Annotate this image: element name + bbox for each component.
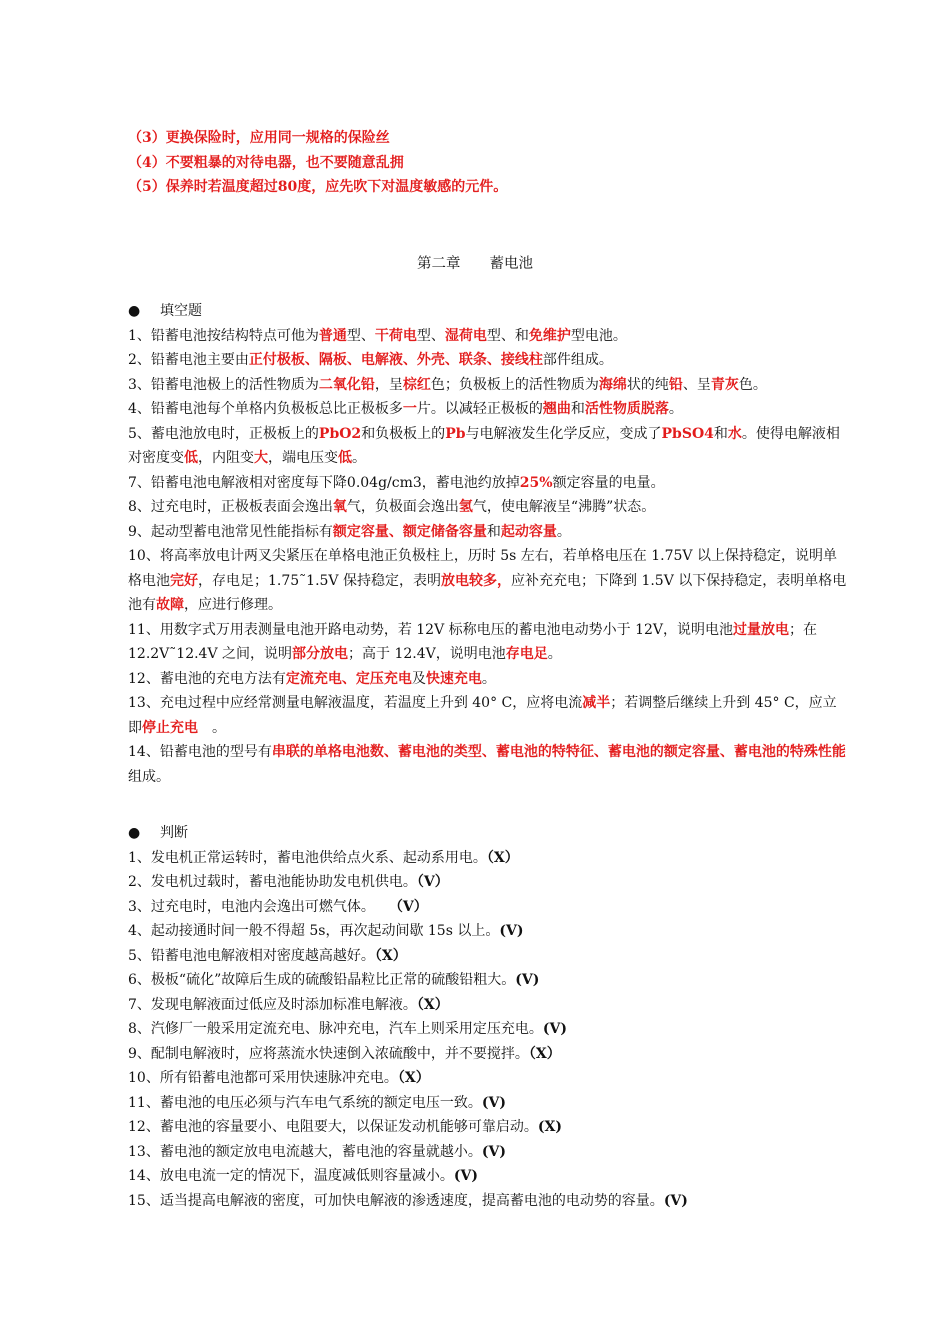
question-text: 额定容量的电量。: [552, 474, 665, 491]
fill-item: [128, 520, 850, 545]
section-heading: [128, 821, 850, 846]
question-text: 12、蓄电池的充电方法有: [128, 670, 286, 687]
question-text: 3、铅蓄电池极上的活性物质为: [128, 376, 319, 393]
question-text: 和: [486, 523, 501, 540]
question-text: 及: [411, 670, 426, 687]
judge-item: [128, 944, 850, 969]
question-text: 、呈: [682, 376, 711, 393]
judge-item: [128, 993, 850, 1018]
section-title: 判断: [160, 825, 188, 841]
answer-text: 水: [727, 425, 742, 442]
fill-item: [128, 422, 850, 471]
question-text: 部件组成。: [542, 352, 613, 368]
fill-item: [128, 495, 850, 520]
question-text: 。: [668, 401, 683, 417]
answer-mark: (V): [542, 1021, 568, 1037]
answer-text: 棕红: [402, 376, 431, 393]
statement-text: 3、过充电时，电池内会逸出可燃气体。: [128, 898, 396, 915]
answer-text: 海绵: [598, 376, 627, 393]
question-text: 组成。: [128, 768, 170, 785]
answer-text: 正付极板、隔板、电解液、外壳、联条、接线柱: [248, 352, 543, 368]
fill-item: [128, 667, 850, 692]
answer-mark: （X）: [528, 1045, 561, 1062]
question-text: ；高于 12.4V，说明电池: [348, 646, 506, 662]
question-text: 色。: [738, 376, 767, 393]
statement-text: 6、极板“硫化”故障后生成的硫酸铅晶粒比正常的硫酸铅粗大。: [128, 972, 516, 988]
question-text: 片。以减轻正极板的: [416, 401, 543, 417]
question-text: 气，使电解液呈“沸腾”状态。: [472, 499, 656, 515]
answer-text: 定流充电、定压充电: [285, 670, 412, 687]
question-text: 10、将高率放电计两叉尖紧压在单格电池正负极柱上，历时 5s 左右，若单格电压在 1.75V 以上保持稳定，说明单格电池: [128, 548, 837, 589]
question-text: 型、: [416, 327, 445, 344]
statement-text: 14、放电电流一定的情况下，温度减低则容量减小。: [128, 1168, 454, 1184]
judge-item: [128, 1115, 850, 1140]
answer-text: 铅: [668, 376, 683, 393]
question-text: 。: [556, 523, 571, 540]
section-heading: [128, 299, 850, 324]
answer-mark: （V）: [416, 874, 449, 890]
answer-mark: (V): [663, 1192, 688, 1209]
question-text: 4、铅蓄电池每个单格内负极板总比正极板多: [128, 401, 403, 417]
fill-item: [128, 544, 850, 618]
question-text: ，呈: [374, 376, 403, 393]
answer-text: 一: [402, 401, 417, 417]
statement-text: 8、汽修厂一般采用定流充电、脉冲充电，汽车上则采用定压充电。: [128, 1021, 543, 1037]
statement-text: 12、蓄电池的容量要小、电阻要大，以保证发动机能够可靠启动。: [128, 1119, 538, 1135]
judge-item: [128, 870, 850, 895]
answer-text: PbSO4: [661, 425, 714, 442]
answer-text: 翘曲: [542, 401, 571, 417]
answer-text: 活性物质脱落: [584, 401, 669, 417]
answer-mark: (V): [453, 1168, 478, 1184]
answer-text: 串联的单格电池数、蓄电池的类型、蓄电池的特特征、蓄电池的额定容量、蓄电池的特殊性能: [271, 744, 846, 760]
answer-text: 过量放电: [733, 621, 790, 638]
answer-mark: （X）: [486, 849, 519, 866]
answer-text: 氧: [332, 499, 347, 515]
judge-item: [128, 1066, 850, 1091]
answer-mark: (V): [481, 1094, 506, 1111]
answer-text: 二氧化铅: [318, 376, 375, 393]
answer-mark: （X）: [374, 947, 407, 964]
statement-text: 1、发电机正常运转时，蓄电池供给点火系、起动系用电。: [128, 849, 487, 866]
question-text: ，端电压变: [268, 450, 338, 466]
note-line: （5）保养时若温度超过80度，应先吹下对温度敏感的元件。: [128, 179, 508, 195]
answer-text: Pb: [445, 425, 466, 442]
answer-text: 减半: [582, 695, 611, 711]
answer-text: 部分放电: [292, 646, 349, 662]
answer-text: 免维护: [528, 327, 571, 344]
fill-in-section: [128, 299, 850, 789]
answer-text: 大: [254, 450, 268, 466]
question-text: ，存电足；1.75˜1.5V 保持稳定，表明: [198, 572, 441, 589]
question-text: 和: [713, 425, 728, 442]
statement-text: 7、发现电解液面过低应及时添加标准电解液。: [128, 996, 417, 1013]
question-text: 状的纯: [626, 376, 669, 393]
answer-mark: (V): [515, 972, 540, 988]
question-text: 14、铅蓄电池的型号有: [128, 744, 272, 760]
question-text: 。: [481, 670, 496, 687]
answer-mark: (V): [481, 1143, 506, 1160]
section-title: 填空题: [160, 303, 202, 319]
answer-text: 存电足: [505, 646, 548, 662]
statement-text: 10、所有铅蓄电池都可采用快速脉冲充电。: [128, 1070, 398, 1086]
question-text: 。使得电解液相对密度变: [128, 425, 840, 466]
answer-text: 低: [338, 450, 352, 466]
fill-item: [128, 373, 850, 398]
statement-text: 4、起动接通时间一般不得超 5s，再次起动间歇 15s 以上。: [128, 923, 500, 939]
question-text: ；若调整后继续上升到 45° C，应立即: [128, 695, 837, 736]
fill-item: [128, 740, 850, 789]
bullet-icon: ●: [128, 825, 141, 841]
answer-text: 快速充电: [425, 670, 482, 687]
answer-mark: (X): [537, 1119, 562, 1135]
question-text: 7、铅蓄电池电解液相对密度每下降0.04g/cm3，蓄电池约放掉: [128, 474, 520, 491]
statement-text: 15、适当提高电解液的密度，可加快电解液的渗透速度，提高蓄电池的电动势的容量。: [128, 1192, 664, 1209]
statement-text: 13、蓄电池的额定放电电流越大，蓄电池的容量就越小。: [128, 1143, 482, 1160]
answer-text: 干荷电: [374, 327, 417, 344]
judge-item: [128, 1140, 850, 1165]
answer-text: 故障: [156, 597, 184, 613]
question-text: 。: [547, 646, 562, 662]
answer-text: 起动容量: [500, 523, 557, 540]
answer-mark: （X）: [416, 996, 449, 1013]
question-text: 11、用数字式万用表测量电池开路电动势，若 12V 标称电压的蓄电池电动势小于 12V，说明电池: [128, 621, 734, 638]
question-text: 型、和: [486, 327, 529, 344]
question-text: 5、蓄电池放电时，正极板上的: [128, 425, 319, 442]
question-text: 9、起动型蓄电池常见性能指标有: [128, 523, 333, 540]
question-text: 应补充充电；下降到 1.5V 以下保持稳定，表明单格电池有: [128, 572, 847, 613]
fill-items-list: [128, 324, 850, 790]
answer-mark: （V）: [395, 898, 428, 915]
question-text: 气，负极面会逸出: [346, 499, 459, 515]
note-line: （4）不要粗暴的对待电器，也不要随意乱拥: [128, 154, 404, 171]
question-text: 1、铅蓄电池按结构特点可他为: [128, 327, 319, 344]
fill-item: [128, 691, 850, 740]
answer-mark: （X）: [397, 1070, 430, 1086]
judge-item: [128, 1042, 850, 1067]
answer-text: 放电较多，: [441, 572, 511, 589]
answer-text: PbO2: [318, 425, 362, 442]
question-text: ，内阻变: [198, 450, 254, 466]
question-text: 型、: [346, 327, 375, 344]
question-text: 与电解液发生化学反应，变成了: [465, 425, 662, 442]
fill-item: [128, 348, 850, 373]
statement-text: 5、铅蓄电池电解液相对密度越高越好。: [128, 947, 375, 964]
answer-text: 湿荷电: [444, 327, 487, 344]
answer-mark: (V): [499, 923, 524, 939]
fill-item: [128, 324, 850, 349]
answer-text: 25%: [519, 474, 553, 491]
judge-item: [128, 895, 850, 920]
fill-item: [128, 471, 850, 496]
question-text: 型电池。: [570, 327, 627, 344]
question-text: 和: [570, 401, 585, 417]
judge-item: [128, 1189, 850, 1214]
answer-text: 氢: [458, 499, 473, 515]
judge-items-list: [128, 846, 850, 1214]
judge-item: [128, 968, 850, 993]
question-text: 。: [198, 719, 226, 736]
judge-item: [128, 1091, 850, 1116]
note-line: （3）更换保险时，应用同一规格的保险丝: [128, 130, 390, 146]
answer-text: 青灰: [710, 376, 739, 393]
judge-item: [128, 1164, 850, 1189]
question-text: 8、过充电时，正极板表面会逸出: [128, 499, 333, 515]
question-text: ，应进行修理。: [184, 597, 282, 613]
statement-text: 9、配制电解液时，应将蒸流水快速倒入浓硫酸中，并不要搅拌。: [128, 1045, 529, 1062]
judge-item: [128, 846, 850, 871]
question-text: 。: [352, 450, 366, 466]
true-false-section: [128, 821, 850, 1213]
maintenance-notes: [128, 126, 868, 200]
question-text: 和负极板上的: [361, 425, 446, 442]
chapter-title: 第二章 蓄电池: [417, 256, 533, 272]
question-text: 13、充电过程中应经常测量电解液温度，若温度上升到 40° C，应将电流: [128, 695, 583, 711]
judge-item: [128, 919, 850, 944]
answer-text: 普通: [318, 327, 347, 344]
fill-item: [128, 397, 850, 422]
answer-text: 停止充电: [142, 719, 198, 736]
statement-text: 11、蓄电池的电压必须与汽车电气系统的额定电压一致。: [128, 1094, 482, 1111]
question-text: 色；负极板上的活性物质为: [430, 376, 599, 393]
answer-text: 低: [184, 450, 198, 466]
statement-text: 2、发电机过载时，蓄电池能协助发电机供电。: [128, 874, 417, 890]
bullet-icon: ●: [128, 303, 141, 319]
answer-text: 额定容量、额定储备容量: [332, 523, 487, 540]
question-text: 2、铅蓄电池主要由: [128, 352, 249, 368]
answer-text: 完好: [170, 572, 198, 589]
fill-item: [128, 618, 850, 667]
question-text: ；在 12.2V˜12.4V 之间，说明: [128, 621, 818, 662]
judge-item: [128, 1017, 850, 1042]
